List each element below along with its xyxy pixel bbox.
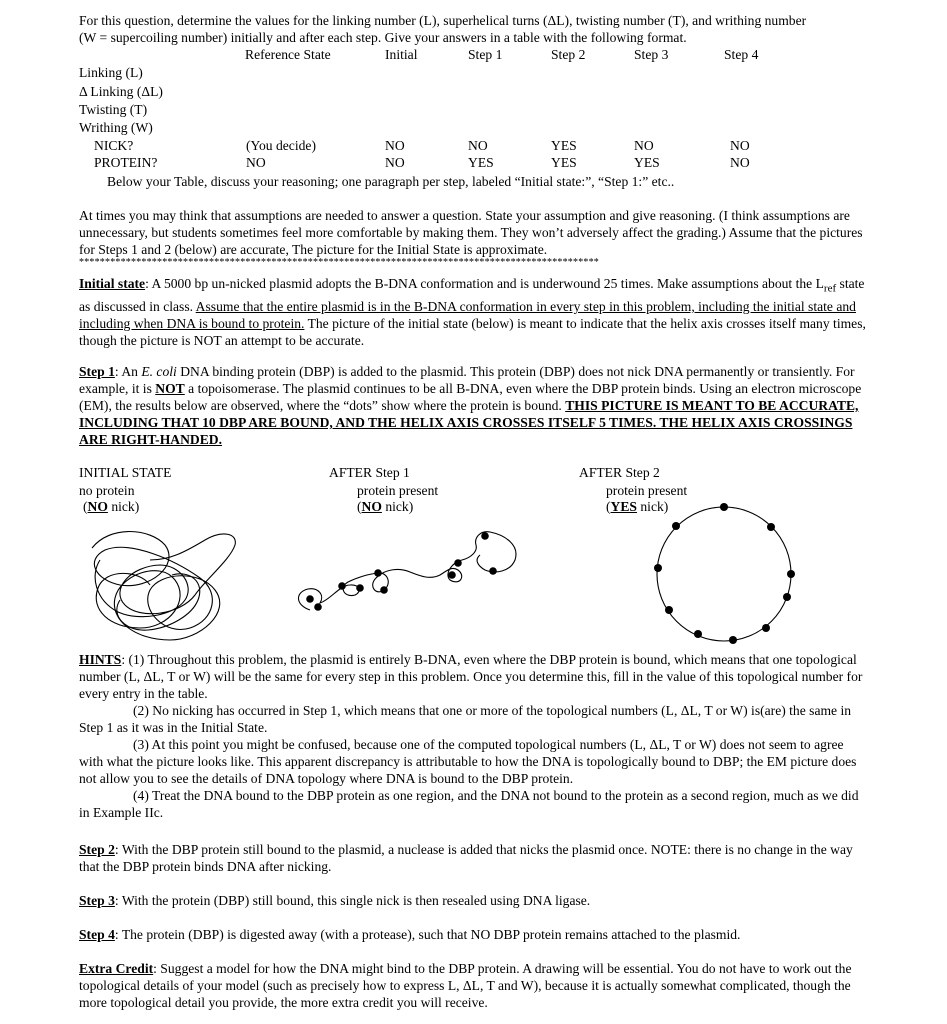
separator: **************************************************************************************************** <box>79 257 599 268</box>
dbp-dot <box>767 523 775 531</box>
figure-3-nick: (YES nick) <box>606 499 669 514</box>
row-label-nick: NICK? <box>94 138 134 153</box>
hint-1: : (1) Throughout this problem, the plasmid is entirely B-DNA, even where the DBP protein is bound, which means that one topological number (L, ΔL, T or W) will be the same for every step in this problem. Once you determine this, fill in the value of this topological number for every entry in the table. <box>79 652 863 701</box>
protein-step-2: YES <box>551 155 577 170</box>
row-label-linking: Linking (L) <box>79 65 143 80</box>
figure-3-subtitle: protein present <box>606 483 688 498</box>
dbp-dot <box>783 593 791 601</box>
step-1-label: Step 1 <box>79 364 115 379</box>
figure-2-title: AFTER Step 1 <box>329 465 410 480</box>
col-reference-state: Reference State <box>245 47 331 62</box>
dbp-dot <box>454 559 462 567</box>
dbp-dot <box>356 584 364 592</box>
figure-1-nick: (NO nick) <box>83 499 140 514</box>
step-4-paragraph: Step 4: The protein (DBP) is digested away (with a protease), such that NO DBP protein remains attached to the plasmid. <box>79 927 741 942</box>
dbp-dot <box>787 570 795 578</box>
dbp-dot <box>762 624 770 632</box>
nick-reference: (You decide) <box>246 138 316 153</box>
dbp-dot <box>380 586 388 594</box>
dbp-dot <box>448 571 456 579</box>
protein-step-4: NO <box>730 155 750 170</box>
step-1-emphasis: THIS PICTURE IS MEANT TO BE ACCURATE, INCLUDING THAT 10 DBP ARE BOUND, AND THE HELIX AXIS CROSSES ITSELF 5 TIMES. THE HELIX AXIS CROSSINGS ARE RIGHT-HANDED. <box>79 398 859 447</box>
nick-step-3: NO <box>634 138 654 153</box>
row-label-twisting: Twisting (T) <box>79 102 148 117</box>
col-step-3: Step 3 <box>634 47 669 62</box>
dbp-dot <box>481 532 489 540</box>
extra-credit-label: Extra Credit <box>79 961 154 976</box>
dbp-dot <box>314 603 322 611</box>
protein-reference: NO <box>246 155 266 170</box>
dbp-dot <box>306 595 314 603</box>
hint-2: (2) No nicking has occurred in Step 1, which means that one or more of the topological numbers (L, ΔL, T or W) is(are) the same in Step 1 as it was in the Initial State. <box>79 703 852 735</box>
dbp-dot <box>654 564 662 572</box>
initial-state-drawing <box>92 532 235 641</box>
dbp-dot <box>338 582 346 590</box>
intro-line-1: For this question, determine the values for the linking number (L), superhelical turns (ΔL), twisting number (T), and writhing number <box>79 13 807 28</box>
step-3-paragraph: Step 3: With the protein (DBP) still bound, this single nick is then resealed using DNA ligase. <box>79 893 591 908</box>
dbp-dot <box>729 636 737 644</box>
step-2-label: Step 2 <box>79 842 115 857</box>
dbp-dot <box>694 630 702 638</box>
dbp-dot <box>374 569 382 577</box>
step-1-drawing <box>298 532 515 611</box>
row-label-delta-linking: Δ Linking (ΔL) <box>79 84 163 99</box>
step-4-label: Step 4 <box>79 927 115 942</box>
col-step-2: Step 2 <box>551 47 586 62</box>
figure-2-nick: (NO nick) <box>357 499 414 514</box>
dbp-dot <box>489 567 497 575</box>
hint-4: (4) Treat the DNA bound to the DBP protein as one region, and the DNA not bound to the protein as a second region, much as we did in Example IIc. <box>79 788 859 820</box>
row-label-writhing: Writhing (W) <box>79 120 153 135</box>
protein-step-1: YES <box>468 155 494 170</box>
step-3-label: Step 3 <box>79 893 115 908</box>
protein-step-3: YES <box>634 155 660 170</box>
hints-section <box>79 651 869 821</box>
intro-line-2: (W = supercoiling number) initially and after each step. Give your answers in a table with the following format. <box>79 30 687 45</box>
figure-2-subtitle: protein present <box>357 483 439 498</box>
dbp-dot <box>665 606 673 614</box>
step-2-drawing <box>654 503 795 644</box>
initial-state-assumption: Assume that the entire plasmid is in the B-DNA conformation in every step in this problem, including the initial state and including when DNA is bound to protein. <box>79 298 856 331</box>
hints-label: HINTS <box>79 652 122 667</box>
col-initial: Initial <box>385 47 418 62</box>
dbp-dot <box>720 503 728 511</box>
assumptions-paragraph: At times you may think that assumptions are needed to answer a question. State your assumption and give reasoning. (I think assumptions are unnecessary, but students sometimes feel more comfortable by making them. They won’t adversely affect the grading.) Assume that the pictures for Steps 1 and 2 (below) are accurate, The picture for the Initial State is approximate. <box>79 208 863 257</box>
nick-step-1: NO <box>468 138 488 153</box>
extra-credit-paragraph: Extra Credit: Suggest a model for how the DNA might bind to the DBP protein. A drawing will be essential. You do not have to work out the topological details of your model (such as precisely how to express L, ΔL, T and W), because it is actually somewhat complicated, though the more topological detail you provide, the more extra credit you will receive. <box>79 961 852 1010</box>
initial-state-label: Initial state <box>79 276 146 291</box>
nick-step-2: YES <box>551 138 577 153</box>
row-label-protein: PROTEIN? <box>94 155 158 170</box>
col-step-4: Step 4 <box>724 47 759 62</box>
col-step-1: Step 1 <box>468 47 503 62</box>
table-footer: Below your Table, discuss your reasoning; one paragraph per step, labeled “Initial state:”, “Step 1:” etc.. <box>107 174 675 189</box>
nick-initial: NO <box>385 138 405 153</box>
nick-step-4: NO <box>730 138 750 153</box>
protein-initial: NO <box>385 155 405 170</box>
step-1-paragraph: Step 1: An E. coli DNA binding protein (DBP) is added to the plasmid. This protein (DBP) does not nick DNA permanently or transiently. For example, it is NOT a topoisomerase. The plasmid continues to be all B-DNA, even where the DBP protein binds. Using an electron microscope (EM), the results below are observed, where the “dots” show where the protein is bound. THIS PICTURE IS MEANT TO BE ACCURATE, INCLUDING THAT 10 DBP ARE BOUND, AND THE HELIX AXIS CROSSES ITSELF 5 TIMES. THE HELIX AXIS CROSSINGS ARE RIGHT-HANDED. <box>79 364 862 447</box>
figure-1-subtitle: no protein <box>79 483 135 498</box>
figure-3-title: AFTER Step 2 <box>579 465 660 480</box>
figure-1-title: INITIAL STATE <box>79 465 172 480</box>
step-2-paragraph: Step 2: With the DBP protein still bound to the plasmid, a nuclease is added that nicks the plasmid once. NOTE: there is no change in the way that the DBP protein binds DNA after nicking. <box>79 842 853 874</box>
initial-state-paragraph: Initial state: A 5000 bp un-nicked plasmid adopts the B-DNA conformation and is underwound 25 times. Make assumptions about the $L_{ref}$ state as discussed in class. Assume that the entire plasmid is in the B-DNA conformation in every step in this problem, including the initial state and including when DNA is bound to protein. The picture of the initial state (below) is meant to indicate that the helix axis crosses itself many times, though the picture is NOT an attempt to be accurate. <box>79 276 866 348</box>
hint-3: (3) At this point you might be confused, because one of the computed topological numbers (L, ΔL, T or W) does not seem to agree with what the picture looks like. This apparent discrepancy is attributable to how the DNA is topologically bound to DBP; the EM picture does not allow you to see the details of DNA topology where DNA is bound to the DBP protein. <box>79 737 857 786</box>
dbp-dot <box>672 522 680 530</box>
